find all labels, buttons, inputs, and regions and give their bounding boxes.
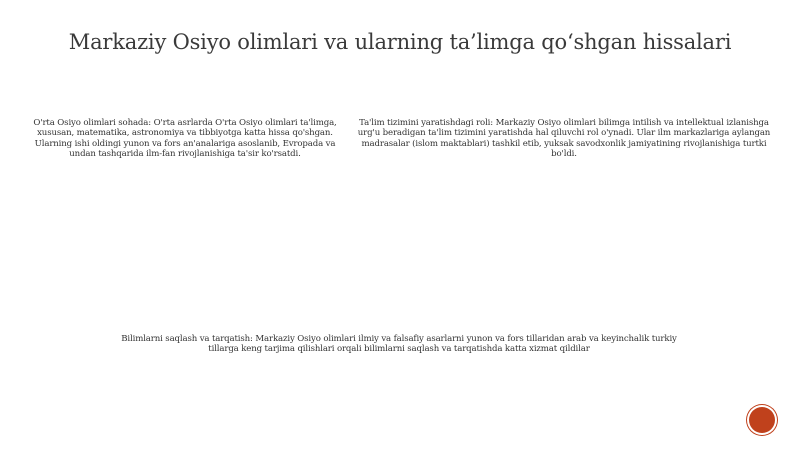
- text-block-knowledge-preservation: Bilimlarni saqlash va tarqatish: Markaziy Osiyo olimlari ilmiy va falsafiy asarlarni yunon va fors tillaridan arab va keyinchalik turkiy tillarga keng tarjima qilishlari orqali bilimlarni saqlash va tarqatishda katta xizmat qildilar: [121, 334, 677, 355]
- slide-title: Markaziy Osiyo olimlari va ularning ta’limga qo‘shgan hissalari: [68, 30, 732, 54]
- text-block-education-system-role: Ta'lim tizimini yaratishdagi roli: Markaziy Osiyo olimlari bilimga intilish va intellektual izlanishga urg'u beradigan ta'lim tizimini yaratishda hal qiluvchi rol o'ynadi. Ular ilm markazlariga aylangan madrasalar (islom maktablari) tashkil etib, yuksak savodxonlik jamiyatining rivojlanishiga turtki bo'ldi.: [357, 118, 771, 159]
- circle-nav-icon[interactable]: [749, 407, 775, 433]
- text-block-scholars-field: O'rta Osiyo olimlari sohada: O'rta asrlarda O'rta Osiyo olimlari ta'limga, xususan, matematika, astronomiya va tibbiyotga katta hissa qo'shgan. Ularning ishi oldingi yunon va fors an'analariga asoslanib, Evropada va undan tashqarida ilm-fan rivojlanishiga ta'sir ko'rsatdi.: [33, 118, 337, 159]
